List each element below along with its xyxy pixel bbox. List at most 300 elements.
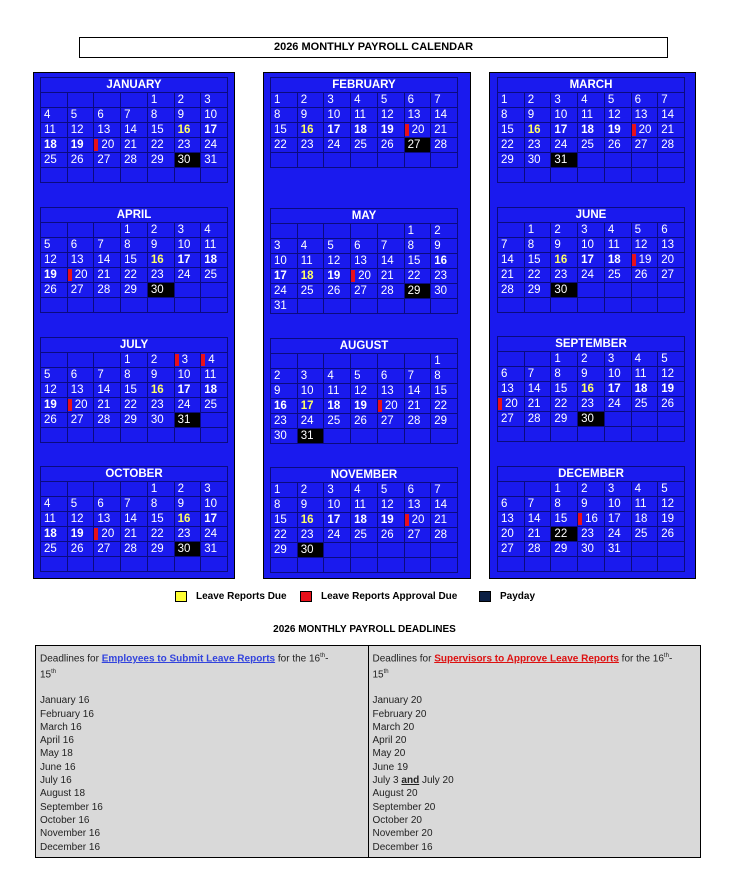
employees-column (36, 646, 368, 857)
day-cell (41, 93, 68, 108)
day-cell: 29 (121, 283, 148, 298)
employees-header-prefix: Deadlines for (40, 653, 102, 665)
day-cell: 10 (175, 368, 202, 383)
day-cell: 5 (351, 369, 378, 384)
day-cell: 5 (68, 497, 95, 512)
day-cell (94, 298, 121, 313)
day-cell: 5 (658, 482, 685, 497)
day-cell: 25 (351, 528, 378, 543)
day-cell: 9 (148, 238, 175, 253)
day-cell: 8 (148, 108, 175, 123)
day-cell: 25 (632, 527, 659, 542)
day-cell: 1 (525, 223, 552, 238)
day-cell: 29 (551, 542, 578, 557)
month-grid (40, 352, 228, 443)
day-cell: 24 (201, 138, 228, 153)
day-cell: 3 (201, 93, 228, 108)
day-cell: 9 (298, 108, 325, 123)
day-cell: 1 (431, 354, 458, 369)
day-cell (498, 557, 525, 572)
employee-deadline-item: September 16 (40, 801, 103, 813)
day-cell: 19 (605, 123, 632, 138)
month-grid (497, 481, 685, 572)
day-cell: 13 (68, 383, 95, 398)
day-cell: 26 (605, 138, 632, 153)
day-cell: 18 (298, 269, 325, 284)
day-cell: 26 (324, 284, 351, 299)
day-cell (431, 153, 458, 168)
day-cell: 11 (201, 368, 228, 383)
supervisor-deadline-item: September 20 (372, 801, 436, 813)
day-cell (94, 557, 121, 572)
day-cell: 18 (41, 527, 68, 542)
day-cell: 6 (351, 239, 378, 254)
day-cell: 19 (378, 123, 405, 138)
day-cell: 28 (378, 284, 405, 299)
day-cell: 23 (578, 397, 605, 412)
day-cell: 22 (121, 398, 148, 413)
day-cell: 22 (121, 268, 148, 283)
month-grid (40, 481, 228, 572)
day-cell (94, 482, 121, 497)
day-cell: 12 (68, 123, 95, 138)
day-cell: 14 (525, 382, 552, 397)
day-cell: 21 (525, 397, 552, 412)
day-cell (121, 168, 148, 183)
day-cell: 4 (351, 483, 378, 498)
day-cell: 8 (525, 238, 552, 253)
day-cell: 7 (525, 367, 552, 382)
day-cell: 27 (378, 414, 405, 429)
day-cell: 20 (94, 138, 121, 153)
day-cell: 14 (378, 254, 405, 269)
supervisors-column (368, 646, 701, 857)
day-cell: 8 (271, 108, 298, 123)
supervisor-deadline-item: April 20 (372, 735, 407, 747)
month-november (270, 467, 458, 573)
day-cell: 2 (148, 223, 175, 238)
day-cell (68, 298, 95, 313)
day-cell (498, 298, 525, 313)
day-cell: 5 (658, 352, 685, 367)
day-cell: 14 (121, 123, 148, 138)
day-cell: 15 (271, 123, 298, 138)
day-cell: 7 (498, 238, 525, 253)
day-cell: 11 (351, 108, 378, 123)
month-grid (270, 353, 458, 444)
day-cell: 18 (351, 513, 378, 528)
employees-header-line2: 15 (40, 668, 52, 680)
day-cell: 15 (148, 123, 175, 138)
day-cell: 10 (551, 108, 578, 123)
day-cell: 5 (605, 93, 632, 108)
month-name: AUGUST (270, 338, 458, 353)
day-cell: 4 (632, 352, 659, 367)
day-cell (378, 153, 405, 168)
day-cell: 27 (498, 542, 525, 557)
day-cell: 2 (298, 483, 325, 498)
day-cell: 21 (525, 527, 552, 542)
day-cell (94, 93, 121, 108)
day-cell: 2 (175, 93, 202, 108)
day-cell (41, 557, 68, 572)
day-cell: 3 (605, 352, 632, 367)
day-cell: 24 (324, 138, 351, 153)
day-cell (324, 299, 351, 314)
month-name: MAY (270, 208, 458, 223)
employee-deadline-item: December 16 (40, 841, 101, 853)
day-cell: 28 (121, 153, 148, 168)
day-cell: 9 (175, 108, 202, 123)
day-cell (351, 543, 378, 558)
day-cell (68, 353, 95, 368)
day-cell: 12 (68, 512, 95, 527)
supervisor-deadline-item: January 20 (372, 695, 422, 707)
day-cell: 20 (498, 527, 525, 542)
day-cell (658, 542, 685, 557)
day-cell: 13 (632, 108, 659, 123)
day-cell (121, 557, 148, 572)
day-cell: 8 (121, 238, 148, 253)
day-cell (351, 153, 378, 168)
day-cell: 9 (148, 368, 175, 383)
day-cell: 16 (578, 512, 605, 527)
day-cell (551, 427, 578, 442)
day-cell: 11 (41, 123, 68, 138)
day-cell (324, 543, 351, 558)
day-cell (498, 352, 525, 367)
day-cell: 22 (271, 138, 298, 153)
day-cell (351, 299, 378, 314)
day-cell: 22 (405, 269, 432, 284)
day-cell (201, 168, 228, 183)
day-cell: 5 (378, 93, 405, 108)
day-cell: 19 (41, 268, 68, 283)
day-cell: 24 (605, 397, 632, 412)
day-cell: 2 (525, 93, 552, 108)
day-cell (94, 223, 121, 238)
day-cell (351, 224, 378, 239)
july-part-b: July 20 (419, 775, 454, 787)
day-cell: 7 (405, 369, 432, 384)
day-cell: 30 (578, 412, 605, 427)
day-cell: 10 (201, 108, 228, 123)
day-cell: 25 (632, 397, 659, 412)
day-cell: 14 (525, 512, 552, 527)
day-cell: 10 (605, 367, 632, 382)
day-cell: 22 (498, 138, 525, 153)
day-cell: 3 (298, 369, 325, 384)
day-cell: 27 (632, 138, 659, 153)
day-cell (68, 428, 95, 443)
day-cell: 19 (68, 527, 95, 542)
day-cell: 30 (271, 429, 298, 444)
day-cell: 1 (148, 482, 175, 497)
day-cell: 27 (68, 413, 95, 428)
day-cell: 23 (551, 268, 578, 283)
day-cell: 14 (405, 384, 432, 399)
month-december (497, 466, 685, 572)
day-cell: 18 (201, 253, 228, 268)
july-and: and (401, 775, 420, 787)
day-cell: 8 (551, 497, 578, 512)
day-cell: 14 (498, 253, 525, 268)
day-cell: 3 (605, 482, 632, 497)
day-cell: 21 (94, 398, 121, 413)
day-cell (525, 557, 552, 572)
day-cell: 26 (68, 542, 95, 557)
day-cell: 27 (405, 138, 432, 153)
day-cell: 4 (201, 223, 228, 238)
day-cell: 20 (658, 253, 685, 268)
month-may (270, 208, 458, 314)
day-cell: 23 (175, 527, 202, 542)
day-cell (175, 557, 202, 572)
day-cell (605, 168, 632, 183)
day-cell: 13 (498, 512, 525, 527)
day-cell (271, 354, 298, 369)
day-cell (605, 283, 632, 298)
day-cell: 6 (378, 369, 405, 384)
supervisor-deadline-item (373, 774, 697, 787)
day-cell: 19 (632, 253, 659, 268)
day-cell (175, 428, 202, 443)
day-cell: 10 (271, 254, 298, 269)
day-cell (578, 298, 605, 313)
supervisors-header-line2: 15 (372, 668, 384, 680)
day-cell (201, 298, 228, 313)
day-cell: 1 (551, 352, 578, 367)
day-cell: 28 (431, 528, 458, 543)
employee-deadline-item: July 16 (40, 775, 72, 787)
employees-th: th (320, 653, 326, 659)
supervisors-date-list (373, 694, 697, 854)
day-cell: 26 (658, 527, 685, 542)
day-cell (632, 557, 659, 572)
day-cell (632, 542, 659, 557)
month-grid (497, 92, 685, 183)
day-cell: 25 (41, 153, 68, 168)
day-cell: 6 (632, 93, 659, 108)
month-name: MARCH (497, 77, 685, 92)
day-cell: 7 (121, 108, 148, 123)
day-cell: 12 (378, 108, 405, 123)
day-cell (632, 298, 659, 313)
day-cell (658, 557, 685, 572)
day-cell: 28 (94, 283, 121, 298)
day-cell (298, 299, 325, 314)
day-cell (201, 413, 228, 428)
day-cell: 26 (378, 138, 405, 153)
day-cell: 9 (578, 367, 605, 382)
day-cell: 1 (121, 353, 148, 368)
day-cell (658, 412, 685, 427)
day-cell: 17 (324, 513, 351, 528)
day-cell: 12 (632, 238, 659, 253)
day-cell: 18 (578, 123, 605, 138)
day-cell: 4 (41, 108, 68, 123)
employees-date-list (40, 694, 364, 854)
day-cell (605, 298, 632, 313)
day-cell: 31 (201, 153, 228, 168)
day-cell: 14 (431, 108, 458, 123)
day-cell: 8 (121, 368, 148, 383)
day-cell: 19 (658, 382, 685, 397)
day-cell: 27 (351, 284, 378, 299)
day-cell: 10 (324, 108, 351, 123)
day-cell: 7 (431, 93, 458, 108)
day-cell (551, 298, 578, 313)
employee-deadline-item: November 16 (40, 828, 101, 840)
day-cell: 25 (605, 268, 632, 283)
day-cell: 5 (41, 238, 68, 253)
day-cell: 24 (551, 138, 578, 153)
supervisors-link[interactable]: Supervisors to Approve Leave Reports (434, 653, 619, 665)
day-cell: 29 (525, 283, 552, 298)
day-cell (201, 283, 228, 298)
day-cell: 19 (41, 398, 68, 413)
day-cell: 12 (41, 383, 68, 398)
day-cell: 25 (201, 268, 228, 283)
day-cell (324, 354, 351, 369)
day-cell: 19 (68, 138, 95, 153)
day-cell: 5 (324, 239, 351, 254)
supervisors-header (373, 650, 697, 681)
day-cell: 19 (378, 513, 405, 528)
day-cell: 2 (298, 93, 325, 108)
month-name: JANUARY (40, 77, 228, 92)
day-cell: 5 (632, 223, 659, 238)
day-cell (578, 427, 605, 442)
day-cell (405, 299, 432, 314)
supervisors-header-prefix: Deadlines for (372, 653, 435, 665)
employee-deadline-item: February 16 (40, 708, 94, 720)
day-cell: 18 (632, 512, 659, 527)
day-cell (658, 298, 685, 313)
day-cell: 24 (324, 528, 351, 543)
day-cell: 4 (201, 353, 228, 368)
day-cell: 16 (525, 123, 552, 138)
day-cell: 17 (201, 512, 228, 527)
day-cell (405, 558, 432, 573)
day-cell: 21 (431, 123, 458, 138)
day-cell: 6 (94, 108, 121, 123)
day-cell (298, 354, 325, 369)
day-cell: 3 (324, 483, 351, 498)
day-cell (148, 428, 175, 443)
month-september (497, 336, 685, 442)
day-cell: 27 (498, 412, 525, 427)
day-cell: 13 (351, 254, 378, 269)
day-cell: 13 (94, 123, 121, 138)
day-cell (525, 482, 552, 497)
day-cell: 28 (658, 138, 685, 153)
day-cell (298, 224, 325, 239)
day-cell (632, 153, 659, 168)
day-cell: 27 (658, 268, 685, 283)
day-cell: 15 (405, 254, 432, 269)
day-cell (41, 482, 68, 497)
day-cell: 22 (148, 138, 175, 153)
day-cell: 16 (271, 399, 298, 414)
day-cell: 29 (148, 542, 175, 557)
day-cell: 18 (324, 399, 351, 414)
day-cell: 15 (551, 382, 578, 397)
month-name: SEPTEMBER (497, 336, 685, 351)
day-cell: 12 (658, 497, 685, 512)
day-cell: 16 (431, 254, 458, 269)
day-cell: 25 (324, 414, 351, 429)
day-cell: 17 (271, 269, 298, 284)
day-cell: 2 (271, 369, 298, 384)
supervisors-dash: - (668, 653, 673, 665)
month-february (270, 77, 458, 168)
supervisor-deadline-item: June 19 (372, 761, 409, 773)
day-cell: 16 (148, 253, 175, 268)
day-cell: 2 (175, 482, 202, 497)
day-cell (405, 429, 432, 444)
month-name: OCTOBER (40, 466, 228, 481)
supervisor-deadline-item: August 20 (372, 788, 418, 800)
month-august (270, 338, 458, 444)
day-cell: 10 (298, 384, 325, 399)
day-cell (378, 429, 405, 444)
day-cell: 12 (658, 367, 685, 382)
day-cell: 12 (378, 498, 405, 513)
day-cell (658, 427, 685, 442)
day-cell: 6 (405, 93, 432, 108)
day-cell: 24 (175, 268, 202, 283)
day-cell (498, 223, 525, 238)
day-cell: 28 (405, 414, 432, 429)
day-cell: 21 (405, 399, 432, 414)
day-cell (605, 412, 632, 427)
legend-due-label: Leave Reports Due (196, 591, 287, 602)
employees-link[interactable]: Employees to Submit Leave Reports (101, 653, 276, 665)
deadlines-table (35, 645, 701, 858)
day-cell (271, 558, 298, 573)
employee-deadline-item: March 16 (40, 721, 82, 733)
month-october (40, 466, 228, 572)
day-cell: 23 (148, 268, 175, 283)
day-cell: 10 (324, 498, 351, 513)
day-cell: 29 (431, 414, 458, 429)
day-cell (94, 168, 121, 183)
day-cell: 17 (298, 399, 325, 414)
employee-deadline-item: January 16 (40, 695, 90, 707)
day-cell: 11 (605, 238, 632, 253)
day-cell: 27 (94, 153, 121, 168)
day-cell: 15 (271, 513, 298, 528)
day-cell: 7 (94, 238, 121, 253)
day-cell (632, 412, 659, 427)
day-cell: 26 (68, 153, 95, 168)
day-cell: 26 (378, 528, 405, 543)
day-cell (121, 93, 148, 108)
day-cell: 21 (498, 268, 525, 283)
day-cell: 12 (324, 254, 351, 269)
day-cell (431, 299, 458, 314)
day-cell (578, 168, 605, 183)
day-cell: 23 (525, 138, 552, 153)
day-cell (121, 428, 148, 443)
day-cell (68, 93, 95, 108)
day-cell: 9 (551, 238, 578, 253)
day-cell: 13 (405, 108, 432, 123)
day-cell: 20 (632, 123, 659, 138)
day-cell: 22 (271, 528, 298, 543)
day-cell: 13 (658, 238, 685, 253)
